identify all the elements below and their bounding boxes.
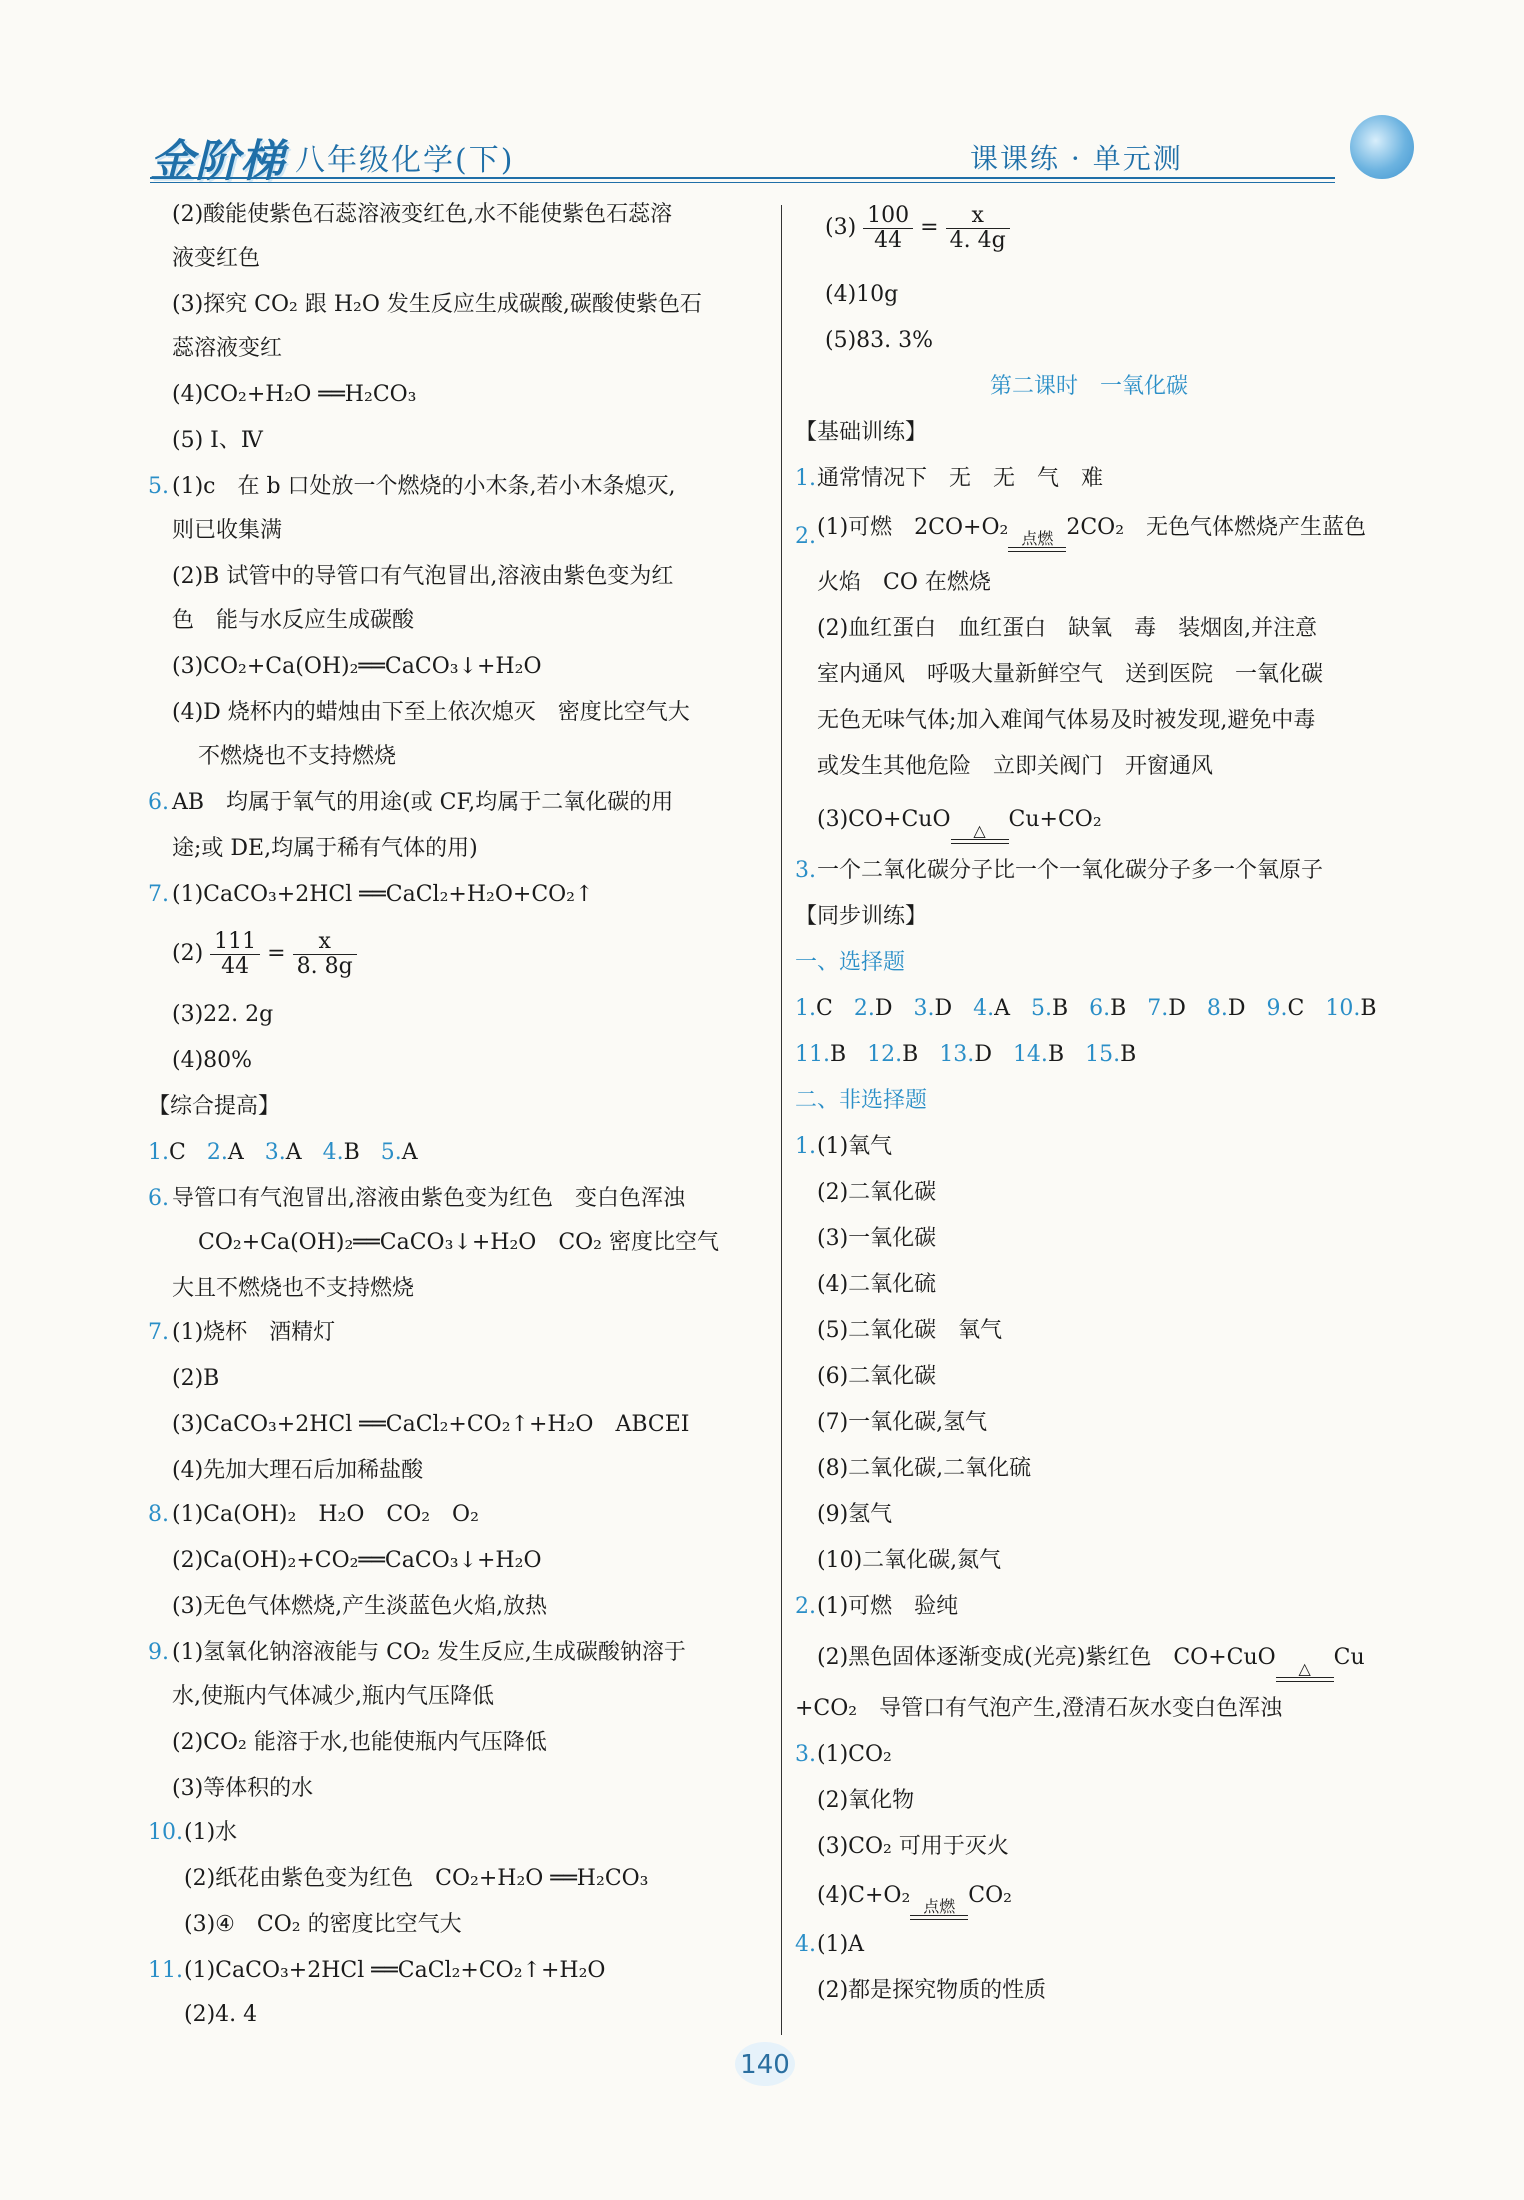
part-label: (3) bbox=[825, 215, 857, 240]
question-number: 2. bbox=[795, 1594, 816, 1619]
answer-line: 液变红色 bbox=[172, 246, 261, 271]
answer-line: (2)酸能使紫色石蕊溶液变红色,水不能使紫色石蕊溶 bbox=[172, 202, 673, 227]
question-number: 1. bbox=[795, 996, 816, 1021]
question-number: 2. bbox=[206, 1140, 228, 1165]
choice: D bbox=[1168, 996, 1186, 1021]
page-number: 140 bbox=[740, 2050, 790, 2080]
answer-line: 室内通风 呼吸大量新鲜空气 送到医院 一氧化碳 bbox=[817, 662, 1324, 687]
answer-line: 通常情况下 无 无 气 难 bbox=[817, 466, 1104, 491]
answer-line: (3)22. 2g bbox=[172, 1002, 274, 1027]
question-number: 5. bbox=[1030, 996, 1052, 1021]
condition-label: △ bbox=[973, 821, 986, 840]
question-number: 7. bbox=[1147, 996, 1169, 1021]
answer-line: (2)4. 4 bbox=[184, 2002, 258, 2027]
brand-logo: 金阶梯 bbox=[150, 136, 285, 187]
answer-line: (3)探究 CO₂ 跟 H₂O 发生反应生成碳酸,碳酸使紫色石 bbox=[172, 292, 702, 317]
answer-line: (2)纸花由紫色变为红色 CO₂+H₂O ══H₂CO₃ bbox=[184, 1866, 649, 1891]
question-number: 11. bbox=[148, 1958, 183, 1983]
answer-line: (10)二氧化碳,氮气 bbox=[817, 1548, 1002, 1573]
page-header bbox=[140, 115, 1340, 185]
numerator: x bbox=[946, 204, 1010, 229]
answer-line: 大且不燃烧也不支持燃烧 bbox=[172, 1276, 415, 1301]
mc-answers bbox=[795, 994, 1377, 1024]
numerator: x bbox=[293, 930, 357, 955]
answer-line: 不燃烧也不支持燃烧 bbox=[198, 744, 397, 769]
answer-line: (2)都是探究物质的性质 bbox=[817, 1978, 1047, 2003]
equation-part: 2CO₂ 无色气体燃烧产生蓝色 bbox=[1066, 515, 1367, 540]
answer-line: (4)10g bbox=[825, 282, 899, 307]
question-number: 5. bbox=[380, 1140, 402, 1165]
answer-line: (3)CO₂ 可用于灭火 bbox=[817, 1834, 1009, 1859]
question-number: 4. bbox=[973, 996, 995, 1021]
book-title: 八年级化学(下) bbox=[295, 143, 515, 178]
answer-line: 蕊溶液变红 bbox=[172, 336, 283, 361]
answer-line: (9)氢气 bbox=[817, 1502, 893, 1527]
subsection-label: 一、选择题 bbox=[795, 950, 906, 975]
answer-line: 无色无味气体;加入难闻气体易及时被发现,避免中毒 bbox=[817, 708, 1316, 733]
question-number: 1. bbox=[148, 1140, 169, 1165]
equation-line bbox=[817, 1872, 1012, 1920]
mc-answers bbox=[795, 1040, 1136, 1070]
question-number: 6. bbox=[148, 790, 169, 815]
answer-line: 则已收集满 bbox=[172, 518, 283, 543]
reaction-condition bbox=[1276, 1661, 1334, 1682]
answer-line: (4)二氧化硫 bbox=[817, 1272, 937, 1297]
mc-answers bbox=[148, 1138, 418, 1168]
section-title: 第二课时 一氧化碳 bbox=[990, 374, 1189, 399]
fraction bbox=[863, 204, 913, 253]
answer-line: CO₂+Ca(OH)₂══CaCO₃↓+H₂O CO₂ 密度比空气 bbox=[198, 1230, 719, 1255]
denominator: 44 bbox=[221, 953, 250, 979]
question-number: 7. bbox=[148, 882, 169, 907]
reaction-condition bbox=[910, 1899, 968, 1920]
question-number: 4. bbox=[795, 1932, 816, 1957]
question-number: 12. bbox=[867, 1042, 903, 1067]
fraction bbox=[210, 930, 260, 979]
header-rule bbox=[150, 177, 1335, 179]
denominator: 8. 8g bbox=[296, 953, 353, 979]
question-number: 6. bbox=[148, 1186, 169, 1211]
header-rule-thin bbox=[150, 182, 1335, 183]
answer-line: (2)氧化物 bbox=[817, 1788, 915, 1813]
reaction-condition bbox=[951, 823, 1009, 844]
answer-line: (7)一氧化碳,氢气 bbox=[817, 1410, 988, 1435]
choice: D bbox=[874, 996, 893, 1021]
section-label: 【基础训练】 bbox=[795, 420, 928, 445]
answer-line: 色 能与水反应生成碳酸 bbox=[172, 608, 415, 633]
answer-line: (3)CO₂+Ca(OH)₂══CaCO₃↓+H₂O bbox=[172, 654, 542, 679]
equation-line bbox=[817, 796, 1102, 844]
question-number: 6. bbox=[1089, 996, 1111, 1021]
fraction-line: (2) $\frac{111}{44}$ = $\frac{x}{8. 8g}$ bbox=[172, 922, 357, 986]
answer-line: (3)一氧化碳 bbox=[817, 1226, 937, 1251]
section-label: 【综合提高】 bbox=[148, 1094, 281, 1119]
choice: B bbox=[830, 1042, 847, 1067]
question-number: 8. bbox=[1206, 996, 1228, 1021]
subsection-label: 二、非选择题 bbox=[795, 1088, 928, 1113]
answer-line: (1)水 bbox=[184, 1820, 238, 1845]
fraction bbox=[293, 930, 357, 979]
reaction-condition bbox=[1008, 531, 1066, 552]
answer-line: (2)Ca(OH)₂+CO₂══CaCO₃↓+H₂O bbox=[172, 1548, 542, 1573]
denominator: 44 bbox=[874, 227, 903, 253]
answer-line: 或发生其他危险 立即关阀门 开窗通风 bbox=[817, 754, 1214, 779]
choice: B bbox=[1110, 996, 1127, 1021]
question-number: 4. bbox=[322, 1140, 344, 1165]
question-number: 13. bbox=[939, 1042, 975, 1067]
answer-line: (3)CaCO₃+2HCl ══CaCl₂+CO₂↑+H₂O ABCEI bbox=[172, 1412, 690, 1437]
question-number: 3. bbox=[795, 858, 816, 883]
answer-line: (3)④ CO₂ 的密度比空气大 bbox=[184, 1912, 462, 1937]
answer-line: (3)无色气体燃烧,产生淡蓝色火焰,放热 bbox=[172, 1594, 548, 1619]
fraction-line: (3) $\frac{100}{44}$ = $\frac{x}{4. 4g}$ bbox=[825, 196, 1010, 260]
answer-line: 途;或 DE,均属于稀有气体的用) bbox=[172, 836, 478, 861]
question-number: 3. bbox=[913, 996, 935, 1021]
series-title: 课课练 · 单元测 bbox=[970, 142, 1183, 175]
denominator: 4. 4g bbox=[949, 227, 1006, 253]
choice: B bbox=[902, 1042, 919, 1067]
equation-part: (2)黑色固体逐渐变成(光亮)紫红色 CO+CuO bbox=[817, 1645, 1276, 1670]
choice: A bbox=[994, 996, 1010, 1021]
answer-line: (1)可燃 验纯 bbox=[817, 1594, 959, 1619]
choice: D bbox=[1227, 996, 1246, 1021]
fraction bbox=[946, 204, 1010, 253]
question-number: 10. bbox=[148, 1820, 183, 1845]
equation-part: (3)CO+CuO bbox=[817, 807, 951, 832]
answer-line: (4)D 烧杯内的蜡烛由下至上依次熄灭 密度比空气大 bbox=[172, 700, 690, 725]
choice: C bbox=[816, 996, 833, 1021]
answer-line: 火焰 CO 在燃烧 bbox=[817, 570, 991, 595]
answer-line: (1)CaCO₃+2HCl ══CaCl₂+H₂O+CO₂↑ bbox=[172, 882, 594, 907]
answer-line: (2)CO₂ 能溶于水,也能使瓶内气压降低 bbox=[172, 1730, 547, 1755]
answer-line: (5)83. 3% bbox=[825, 328, 934, 353]
choice: A bbox=[227, 1140, 244, 1165]
equation-part: Cu bbox=[1333, 1645, 1365, 1670]
question-number: 3. bbox=[264, 1140, 286, 1165]
choice: B bbox=[1360, 996, 1377, 1021]
sun-decoration-icon bbox=[1350, 115, 1414, 179]
answer-line: AB 均属于氧气的用途(或 CF,均属于二氧化碳的用 bbox=[172, 790, 674, 815]
question-number: 2. bbox=[795, 524, 816, 549]
choice: B bbox=[1047, 1042, 1065, 1067]
equation-part: CO₂ bbox=[968, 1883, 1012, 1908]
equation-line bbox=[817, 1634, 1365, 1682]
answer-line: (1)CO₂ bbox=[817, 1742, 892, 1767]
answer-line: (1)CaCO₃+2HCl ══CaCl₂+CO₂↑+H₂O bbox=[184, 1958, 606, 1983]
answer-line: (2)血红蛋白 血红蛋白 缺氧 毒 装烟囱,并注意 bbox=[817, 616, 1318, 641]
question-number: 1. bbox=[795, 1134, 816, 1159]
answer-line: (2)B bbox=[172, 1366, 220, 1391]
equation-part: Cu+CO₂ bbox=[1008, 807, 1102, 832]
answer-line: (1)烧杯 酒精灯 bbox=[172, 1320, 336, 1345]
question-number: 7. bbox=[148, 1320, 169, 1345]
question-number: 15. bbox=[1085, 1042, 1121, 1067]
choice: B bbox=[1051, 996, 1069, 1021]
question-number: 8. bbox=[148, 1502, 169, 1527]
question-number: 5. bbox=[148, 474, 169, 499]
question-number: 2. bbox=[853, 996, 875, 1021]
answer-line: (1)A bbox=[817, 1932, 865, 1957]
answer-line: (6)二氧化碳 bbox=[817, 1364, 937, 1389]
column-divider bbox=[781, 205, 782, 2035]
answer-line: (1)c 在 b 口处放一个燃烧的小木条,若小木条熄灭, bbox=[172, 474, 676, 499]
answer-line: +CO₂ 导管口有气泡产生,澄清石灰水变白色浑浊 bbox=[795, 1696, 1283, 1721]
answer-line: 水,使瓶内气体减少,瓶内气压降低 bbox=[172, 1684, 494, 1709]
answer-line: (5)二氧化碳 氧气 bbox=[817, 1318, 1003, 1343]
answer-line: (5) Ⅰ、Ⅳ bbox=[172, 428, 263, 453]
answer-line: (1)Ca(OH)₂ H₂O CO₂ O₂ bbox=[172, 1502, 479, 1527]
answer-line: (4)CO₂+H₂O ══H₂CO₃ bbox=[172, 382, 417, 407]
choice: D bbox=[934, 996, 953, 1021]
equation-line bbox=[817, 504, 1366, 552]
condition-label: 点燃 bbox=[1021, 529, 1054, 548]
answer-line: (1)氧气 bbox=[817, 1134, 893, 1159]
choice: D bbox=[974, 1042, 992, 1067]
numerator: 100 bbox=[863, 204, 913, 229]
answer-line: (2)二氧化碳 bbox=[817, 1180, 937, 1205]
answer-line: 导管口有气泡冒出,溶液由紫色变为红色 变白色浑浊 bbox=[172, 1186, 685, 1211]
choice: B bbox=[1120, 1042, 1137, 1067]
section-label: 【同步训练】 bbox=[795, 904, 928, 929]
question-number: 9. bbox=[148, 1640, 169, 1665]
choice: C bbox=[1287, 996, 1305, 1021]
question-number: 3. bbox=[795, 1742, 816, 1767]
answer-line: 一个二氧化碳分子比一个一氧化碳分子多一个氧原子 bbox=[817, 858, 1324, 883]
answer-line: (4)80% bbox=[172, 1048, 253, 1073]
equation-part: (1)可燃 2CO+O₂ bbox=[817, 515, 1009, 540]
answer-line: (4)先加大理石后加稀盐酸 bbox=[172, 1458, 424, 1483]
condition-label: △ bbox=[1298, 1659, 1311, 1678]
numerator: 111 bbox=[210, 930, 260, 955]
equation-part: (4)C+O₂ bbox=[817, 1883, 911, 1908]
question-number: 1. bbox=[795, 466, 816, 491]
answer-line: (1)氢氧化钠溶液能与 CO₂ 发生反应,生成碳酸钠溶于 bbox=[172, 1640, 686, 1665]
question-number: 14. bbox=[1012, 1042, 1048, 1067]
question-number: 10. bbox=[1325, 996, 1361, 1021]
choice: B bbox=[343, 1140, 360, 1165]
choice: C bbox=[169, 1140, 186, 1165]
question-number: 9. bbox=[1266, 996, 1288, 1021]
answer-line: (8)二氧化碳,二氧化硫 bbox=[817, 1456, 1032, 1481]
answer-line: (3)等体积的水 bbox=[172, 1776, 314, 1801]
condition-label: 点燃 bbox=[923, 1897, 956, 1916]
part-label: (2) bbox=[172, 941, 204, 966]
answer-line: (2)B 试管中的导管口有气泡冒出,溶液由紫色变为红 bbox=[172, 564, 674, 589]
choice: A bbox=[401, 1140, 418, 1165]
question-number: 11. bbox=[795, 1042, 830, 1067]
choice: A bbox=[285, 1140, 302, 1165]
